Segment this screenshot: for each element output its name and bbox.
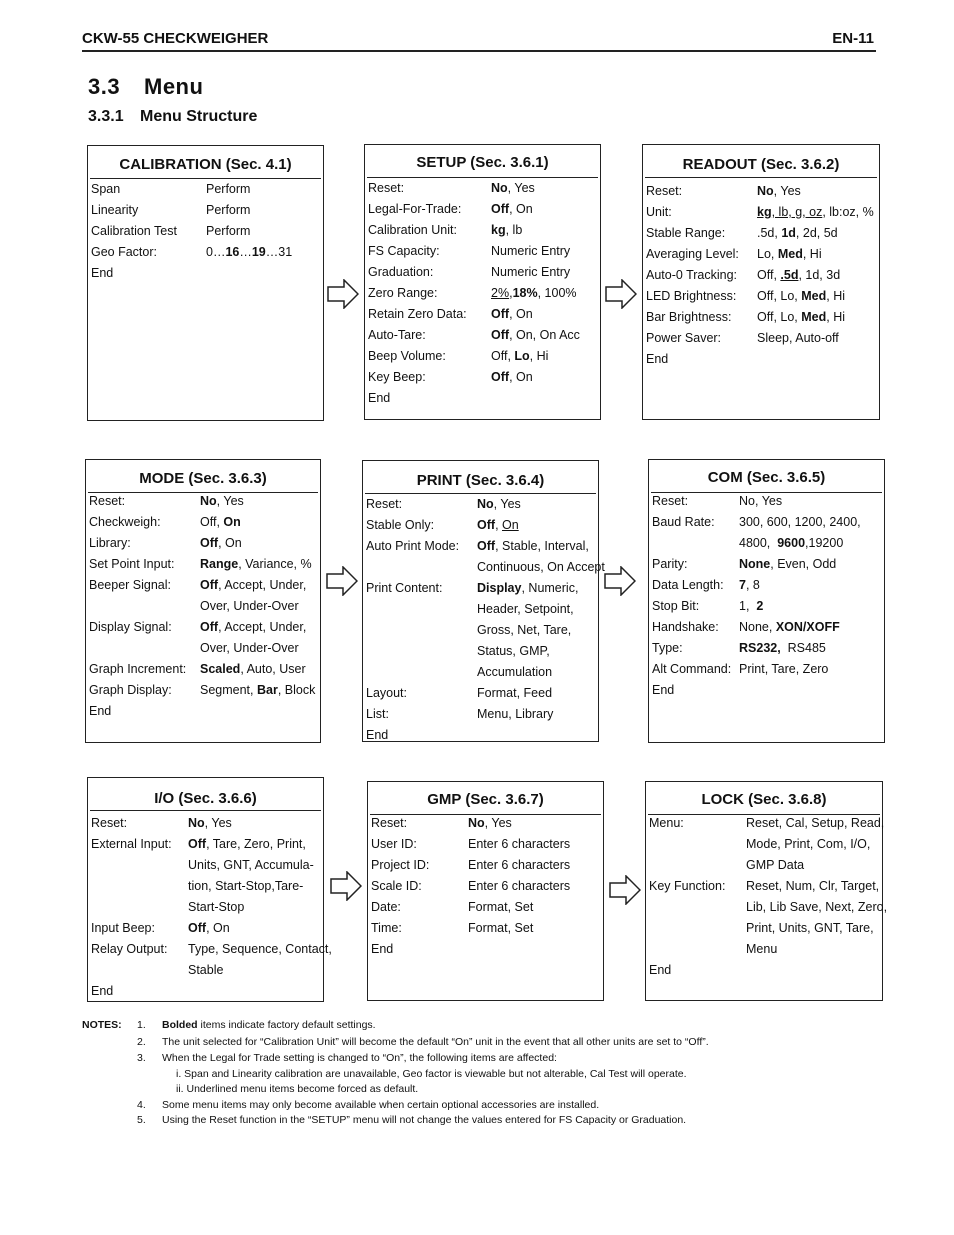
menu-row (649, 855, 880, 876)
menu-item-options: Off, Tare, Zero, Print, (188, 837, 306, 851)
menu-row (89, 554, 318, 575)
menu-row (91, 855, 321, 876)
subsection-number: 3.3.1 (88, 108, 124, 125)
menu-row (91, 200, 321, 221)
menu-item-options: Status, GMP, (477, 644, 550, 658)
menu-item-label: Key Function: (649, 879, 726, 893)
menu-item-label: Project ID: (371, 858, 430, 872)
menu-item-options: Off, Lo, Med, Hi (757, 310, 845, 324)
menu-row (89, 659, 318, 680)
menu-item-label: Calibration Test (91, 224, 177, 238)
menu-item-options: Mode, Print, Com, I/O, (746, 837, 871, 851)
menu-item-options: kg, lb, g, oz, lb:oz, % (757, 205, 874, 219)
menu-row (91, 918, 321, 939)
menu-row (646, 202, 877, 223)
menu-row (366, 704, 596, 725)
menu-row (652, 638, 882, 659)
menu-item-label: End (91, 984, 114, 998)
page-header (82, 28, 876, 52)
menu-row (646, 223, 877, 244)
menu-item-options: Menu, Library (477, 707, 554, 721)
menu-row (649, 813, 885, 834)
menu-item-label: Auto Print Mode: (366, 539, 460, 553)
menu-row (91, 242, 321, 263)
menu-row (368, 388, 598, 409)
note-text: Some menu items may only become available when certain optional accessories are installed. (162, 1099, 600, 1111)
right-arrow-icon (604, 566, 636, 596)
menu-item-options: Format, Set (468, 921, 534, 935)
menu-item-options: Reset, Num, Clr, Target, (746, 879, 880, 893)
menu-item-label: Graduation: (368, 265, 434, 279)
menu-item-options: Off, Stable, Interval, (477, 539, 589, 553)
note-text: ii. Underlined menu items become forced as default. (176, 1083, 419, 1095)
menu-row (368, 283, 598, 304)
menu-row (368, 241, 598, 262)
menu-item-options: Perform (206, 203, 251, 217)
menu-item-options: Off, .5d, 1d, 3d (757, 268, 841, 282)
menu-row (649, 960, 880, 981)
menu-item-label: Retain Zero Data: (368, 307, 467, 321)
note-number: 3. (137, 1052, 146, 1064)
menu-item-options: .5d, 1d, 2d, 5d (757, 226, 838, 240)
menu-row (368, 262, 598, 283)
subsection-title: Menu Structure (140, 108, 258, 125)
menu-row (91, 834, 321, 855)
menu-item-options: 300, 600, 1200, 2400, (739, 515, 861, 529)
mode-box-title: MODE (Sec. 3.6.3) (86, 460, 320, 493)
menu-item-options: Off, Accept, Under, (200, 620, 307, 634)
menu-item-options: kg, lb (491, 223, 523, 237)
menu-row (368, 220, 598, 241)
menu-item-label: Parity: (652, 557, 688, 571)
menu-item-options: 7, 8 (739, 578, 760, 592)
menu-row (371, 918, 601, 939)
right-arrow-icon (330, 871, 362, 901)
menu-item-label: End (649, 963, 672, 977)
note-text: Bolded items indicate factory default settings. (162, 1019, 376, 1031)
menu-item-label: Span (91, 182, 121, 196)
menu-row (652, 512, 882, 533)
menu-row (366, 557, 605, 578)
menu-row (646, 181, 877, 202)
section-heading (88, 74, 203, 100)
menu-item-options: Off, Lo, Hi (491, 349, 549, 363)
menu-item-label: Type: (652, 641, 683, 655)
setup-box-title: SETUP (Sec. 3.6.1) (365, 145, 600, 178)
note-text: When the Legal for Trade setting is changed to “On”, the following items are affected: (162, 1052, 557, 1064)
menu-item-label: Reset: (366, 497, 403, 511)
menu-item-label: Auto-Tare: (368, 328, 426, 342)
menu-item-label: Reset: (371, 816, 408, 830)
menu-item-options: Gross, Net, Tare, (477, 623, 572, 637)
menu-row (652, 533, 882, 554)
note-number: 2. (137, 1036, 146, 1048)
menu-item-label: Key Beep: (368, 370, 426, 384)
menu-item-label: Print Content: (366, 581, 443, 595)
menu-item-options: 2%,18%, 100% (491, 286, 577, 300)
menu-item-label: End (366, 728, 389, 742)
menu-row (89, 680, 318, 701)
menu-row (371, 939, 601, 960)
print-menu-box (362, 460, 605, 742)
menu-item-options: Print, Units, GNT, Tare, (746, 921, 874, 935)
menu-item-label: User ID: (371, 837, 417, 851)
menu-item-options: Reset, Cal, Setup, Read, (746, 816, 885, 830)
menu-row (371, 855, 601, 876)
menu-item-label: Set Point Input: (89, 557, 175, 571)
menu-item-options: Sleep, Auto-off (757, 331, 839, 345)
menu-item-options: None, Even, Odd (739, 557, 837, 571)
menu-item-options: No, Yes (491, 181, 535, 195)
menu-item-options: Enter 6 characters (468, 837, 571, 851)
menu-row (652, 617, 882, 638)
menu-item-label: Auto-0 Tracking: (646, 268, 738, 282)
menu-item-label: Display Signal: (89, 620, 172, 634)
note-number: 1. (137, 1019, 146, 1031)
menu-row (652, 680, 882, 701)
menu-item-label: Stable Only: (366, 518, 435, 532)
menu-item-options: Perform (206, 182, 251, 196)
menu-item-options: Numeric Entry (491, 265, 571, 279)
com-box-title: COM (Sec. 3.6.5) (649, 460, 884, 493)
note-number: 4. (137, 1099, 146, 1111)
menu-row (649, 897, 888, 918)
menu-row (91, 960, 321, 981)
menu-item-options: RS232, RS485 (739, 641, 826, 655)
menu-item-options: Perform (206, 224, 251, 238)
menu-item-label: Reset: (368, 181, 405, 195)
menu-item-options: No, Yes (757, 184, 801, 198)
menu-row (649, 834, 880, 855)
section-number: 3.3 (88, 74, 121, 99)
page-number: EN-11 (832, 30, 874, 47)
menu-item-label: Linearity (91, 203, 139, 217)
menu-item-options: Lo, Med, Hi (757, 247, 822, 261)
menu-item-options: Continuous, On Accept (477, 560, 605, 574)
menu-item-options: No, Yes (739, 494, 783, 508)
menu-item-label: Legal-For-Trade: (368, 202, 462, 216)
menu-row (649, 939, 880, 960)
menu-item-label: Checkweigh: (89, 515, 161, 529)
menu-item-label: Zero Range: (368, 286, 438, 300)
menu-item-options: Off, On (477, 518, 519, 532)
print-box-title: PRINT (Sec. 3.6.4) (363, 461, 598, 494)
menu-item-label: Time: (371, 921, 402, 935)
menu-item-options: Format, Feed (477, 686, 553, 700)
menu-row (366, 578, 596, 599)
menu-item-label: End (646, 352, 669, 366)
menu-item-options: Off, On (491, 370, 533, 384)
menu-item-options: Accumulation (477, 665, 553, 679)
menu-row (371, 813, 601, 834)
menu-item-options: No, Yes (477, 497, 521, 511)
menu-item-label: Input Beep: (91, 921, 155, 935)
menu-item-label: External Input: (91, 837, 172, 851)
menu-row (366, 536, 596, 557)
menu-item-label: Menu: (649, 816, 684, 830)
lock-menu-box (645, 781, 888, 1001)
menu-item-options: No, Yes (188, 816, 232, 830)
io-box-title: I/O (Sec. 3.6.6) (88, 778, 323, 811)
section-title: Menu (144, 74, 204, 99)
note-number: 5. (137, 1114, 146, 1126)
menu-item-options: Start-Stop (188, 900, 245, 914)
menu-row (368, 367, 598, 388)
menu-row (366, 515, 596, 536)
menu-item-options: Off, Accept, Under, (200, 578, 307, 592)
menu-item-label: Relay Output: (91, 942, 168, 956)
menu-row (646, 328, 877, 349)
menu-item-options: 1, 2 (739, 599, 764, 613)
menu-item-label: Reset: (91, 816, 128, 830)
menu-item-options: Format, Set (468, 900, 534, 914)
menu-item-label: Beeper Signal: (89, 578, 172, 592)
menu-item-options: 4800, 9600,19200 (739, 536, 844, 550)
menu-row (89, 638, 318, 659)
menu-item-label: Data Length: (652, 578, 724, 592)
menu-item-label: Reset: (89, 494, 126, 508)
menu-item-label: List: (366, 707, 389, 721)
menu-item-options: Numeric Entry (491, 244, 571, 258)
menu-item-options: Enter 6 characters (468, 858, 571, 872)
menu-item-options: Over, Under-Over (200, 599, 299, 613)
menu-row (368, 178, 598, 199)
menu-item-label: Averaging Level: (646, 247, 739, 261)
menu-row (652, 554, 882, 575)
menu-item-label: End (91, 266, 114, 280)
menu-item-label: End (89, 704, 112, 718)
menu-row (89, 533, 318, 554)
right-arrow-icon (609, 875, 641, 905)
menu-row (649, 876, 880, 897)
menu-row (652, 575, 882, 596)
menu-item-options: tion, Start-Stop,Tare- (188, 879, 304, 893)
menu-item-options: Range, Variance, % (200, 557, 312, 571)
menu-item-options: Off, On, On Acc (491, 328, 580, 342)
menu-row (89, 575, 318, 596)
menu-item-options: Scaled, Auto, User (200, 662, 306, 676)
menu-item-options: Off, Lo, Med, Hi (757, 289, 845, 303)
menu-item-label: Calibration Unit: (368, 223, 457, 237)
menu-item-options: Enter 6 characters (468, 879, 571, 893)
menu-item-options: Off, On (200, 515, 241, 529)
menu-item-label: Baud Rate: (652, 515, 715, 529)
gmp-box-title: GMP (Sec. 3.6.7) (368, 782, 603, 815)
menu-item-options: Over, Under-Over (200, 641, 299, 655)
menu-item-label: FS Capacity: (368, 244, 440, 258)
gmp-menu-box (367, 781, 604, 1001)
menu-item-label: Scale ID: (371, 879, 422, 893)
calibration-menu-box (87, 145, 324, 421)
mode-menu-box (85, 459, 321, 743)
menu-item-label: Graph Display: (89, 683, 172, 697)
header-title: CKW-55 CHECKWEIGHER (82, 30, 269, 47)
menu-row (366, 620, 596, 641)
menu-row (646, 349, 877, 370)
menu-row (368, 199, 598, 220)
menu-row (646, 265, 877, 286)
menu-item-label: Alt Command: (652, 662, 732, 676)
menu-row (89, 701, 318, 722)
menu-item-options: Off, On (491, 202, 533, 216)
menu-item-options: Stable (188, 963, 224, 977)
menu-item-label: LED Brightness: (646, 289, 737, 303)
menu-row (366, 599, 596, 620)
menu-row (646, 286, 877, 307)
readout-box-title: READOUT (Sec. 3.6.2) (643, 145, 879, 178)
menu-item-label: Graph Increment: (89, 662, 187, 676)
menu-item-options: Type, Sequence, Contact, (188, 942, 332, 956)
menu-item-label: Reset: (646, 184, 683, 198)
menu-row (652, 659, 882, 680)
menu-item-options: Off, On (491, 307, 533, 321)
menu-row (91, 939, 332, 960)
menu-row (368, 346, 598, 367)
menu-item-label: Power Saver: (646, 331, 722, 345)
menu-item-options: Off, On (188, 921, 230, 935)
menu-item-label: Stable Range: (646, 226, 726, 240)
calibration-box-title: CALIBRATION (Sec. 4.1) (88, 146, 323, 179)
menu-item-label: Beep Volume: (368, 349, 446, 363)
menu-item-label: Layout: (366, 686, 408, 700)
menu-row (649, 918, 880, 939)
menu-item-options: Header, Setpoint, (477, 602, 574, 616)
menu-item-label: Geo Factor: (91, 245, 157, 259)
menu-row (366, 494, 596, 515)
menu-row (91, 221, 321, 242)
menu-row (89, 512, 318, 533)
menu-row (91, 876, 321, 897)
menu-item-label: Handshake: (652, 620, 719, 634)
menu-item-label: End (368, 391, 391, 405)
menu-row (89, 617, 318, 638)
subsection-heading (88, 108, 257, 126)
lock-box-title: LOCK (Sec. 3.6.8) (646, 782, 882, 815)
menu-row (646, 307, 877, 328)
menu-item-label: Unit: (646, 205, 672, 219)
com-menu-box (648, 459, 885, 743)
menu-item-options: Display, Numeric, (477, 581, 579, 595)
notes-label: NOTES: (82, 1019, 122, 1031)
right-arrow-icon (326, 566, 358, 596)
right-arrow-icon (605, 279, 637, 309)
menu-item-options: None, XON/XOFF (739, 620, 840, 634)
setup-menu-box (364, 144, 601, 420)
menu-row (91, 179, 321, 200)
menu-row (366, 683, 596, 704)
menu-row (368, 325, 598, 346)
menu-row (368, 304, 598, 325)
menu-item-label: Stop Bit: (652, 599, 700, 613)
menu-item-options: No, Yes (468, 816, 512, 830)
menu-row (652, 596, 882, 617)
menu-row (91, 813, 321, 834)
menu-item-label: Library: (89, 536, 131, 550)
menu-row (89, 596, 318, 617)
menu-item-options: No, Yes (200, 494, 244, 508)
menu-item-label: Bar Brightness: (646, 310, 732, 324)
menu-item-options: Print, Tare, Zero (739, 662, 829, 676)
menu-item-options: Menu (746, 942, 778, 956)
menu-row (91, 897, 321, 918)
menu-row (371, 834, 601, 855)
menu-row (366, 725, 596, 746)
menu-item-options: 0…16…19…31 (206, 245, 293, 259)
readout-menu-box (642, 144, 880, 420)
menu-row (366, 662, 596, 683)
menu-item-label: End (371, 942, 394, 956)
menu-item-options: GMP Data (746, 858, 805, 872)
io-menu-box (87, 777, 332, 1002)
right-arrow-icon (327, 279, 359, 309)
menu-row (371, 876, 601, 897)
menu-item-label: Date: (371, 900, 401, 914)
menu-item-options: Lib, Lib Save, Next, Zero, (746, 900, 888, 914)
menu-row (652, 491, 882, 512)
note-text: i. Span and Linearity calibration are unavailable, Geo factor is viewable but not alterable, Cal Test will operate. (176, 1068, 687, 1080)
menu-item-options: Units, GNT, Accumula- (188, 858, 314, 872)
note-text: The unit selected for “Calibration Unit” will become the default “On” unit in the event that all other units are set to “Off”. (162, 1036, 709, 1048)
menu-row (371, 897, 601, 918)
menu-row (91, 263, 321, 284)
menu-item-label: End (652, 683, 675, 697)
menu-row (646, 244, 877, 265)
menu-item-options: Segment, Bar, Block (200, 683, 316, 697)
menu-row (366, 641, 596, 662)
menu-row (89, 491, 318, 512)
menu-item-options: Off, On (200, 536, 242, 550)
note-text: Using the Reset function in the “SETUP” menu will not change the values entered for FS Capacity or Graduation. (162, 1114, 687, 1126)
menu-row (91, 981, 321, 1002)
menu-item-label: Reset: (652, 494, 689, 508)
